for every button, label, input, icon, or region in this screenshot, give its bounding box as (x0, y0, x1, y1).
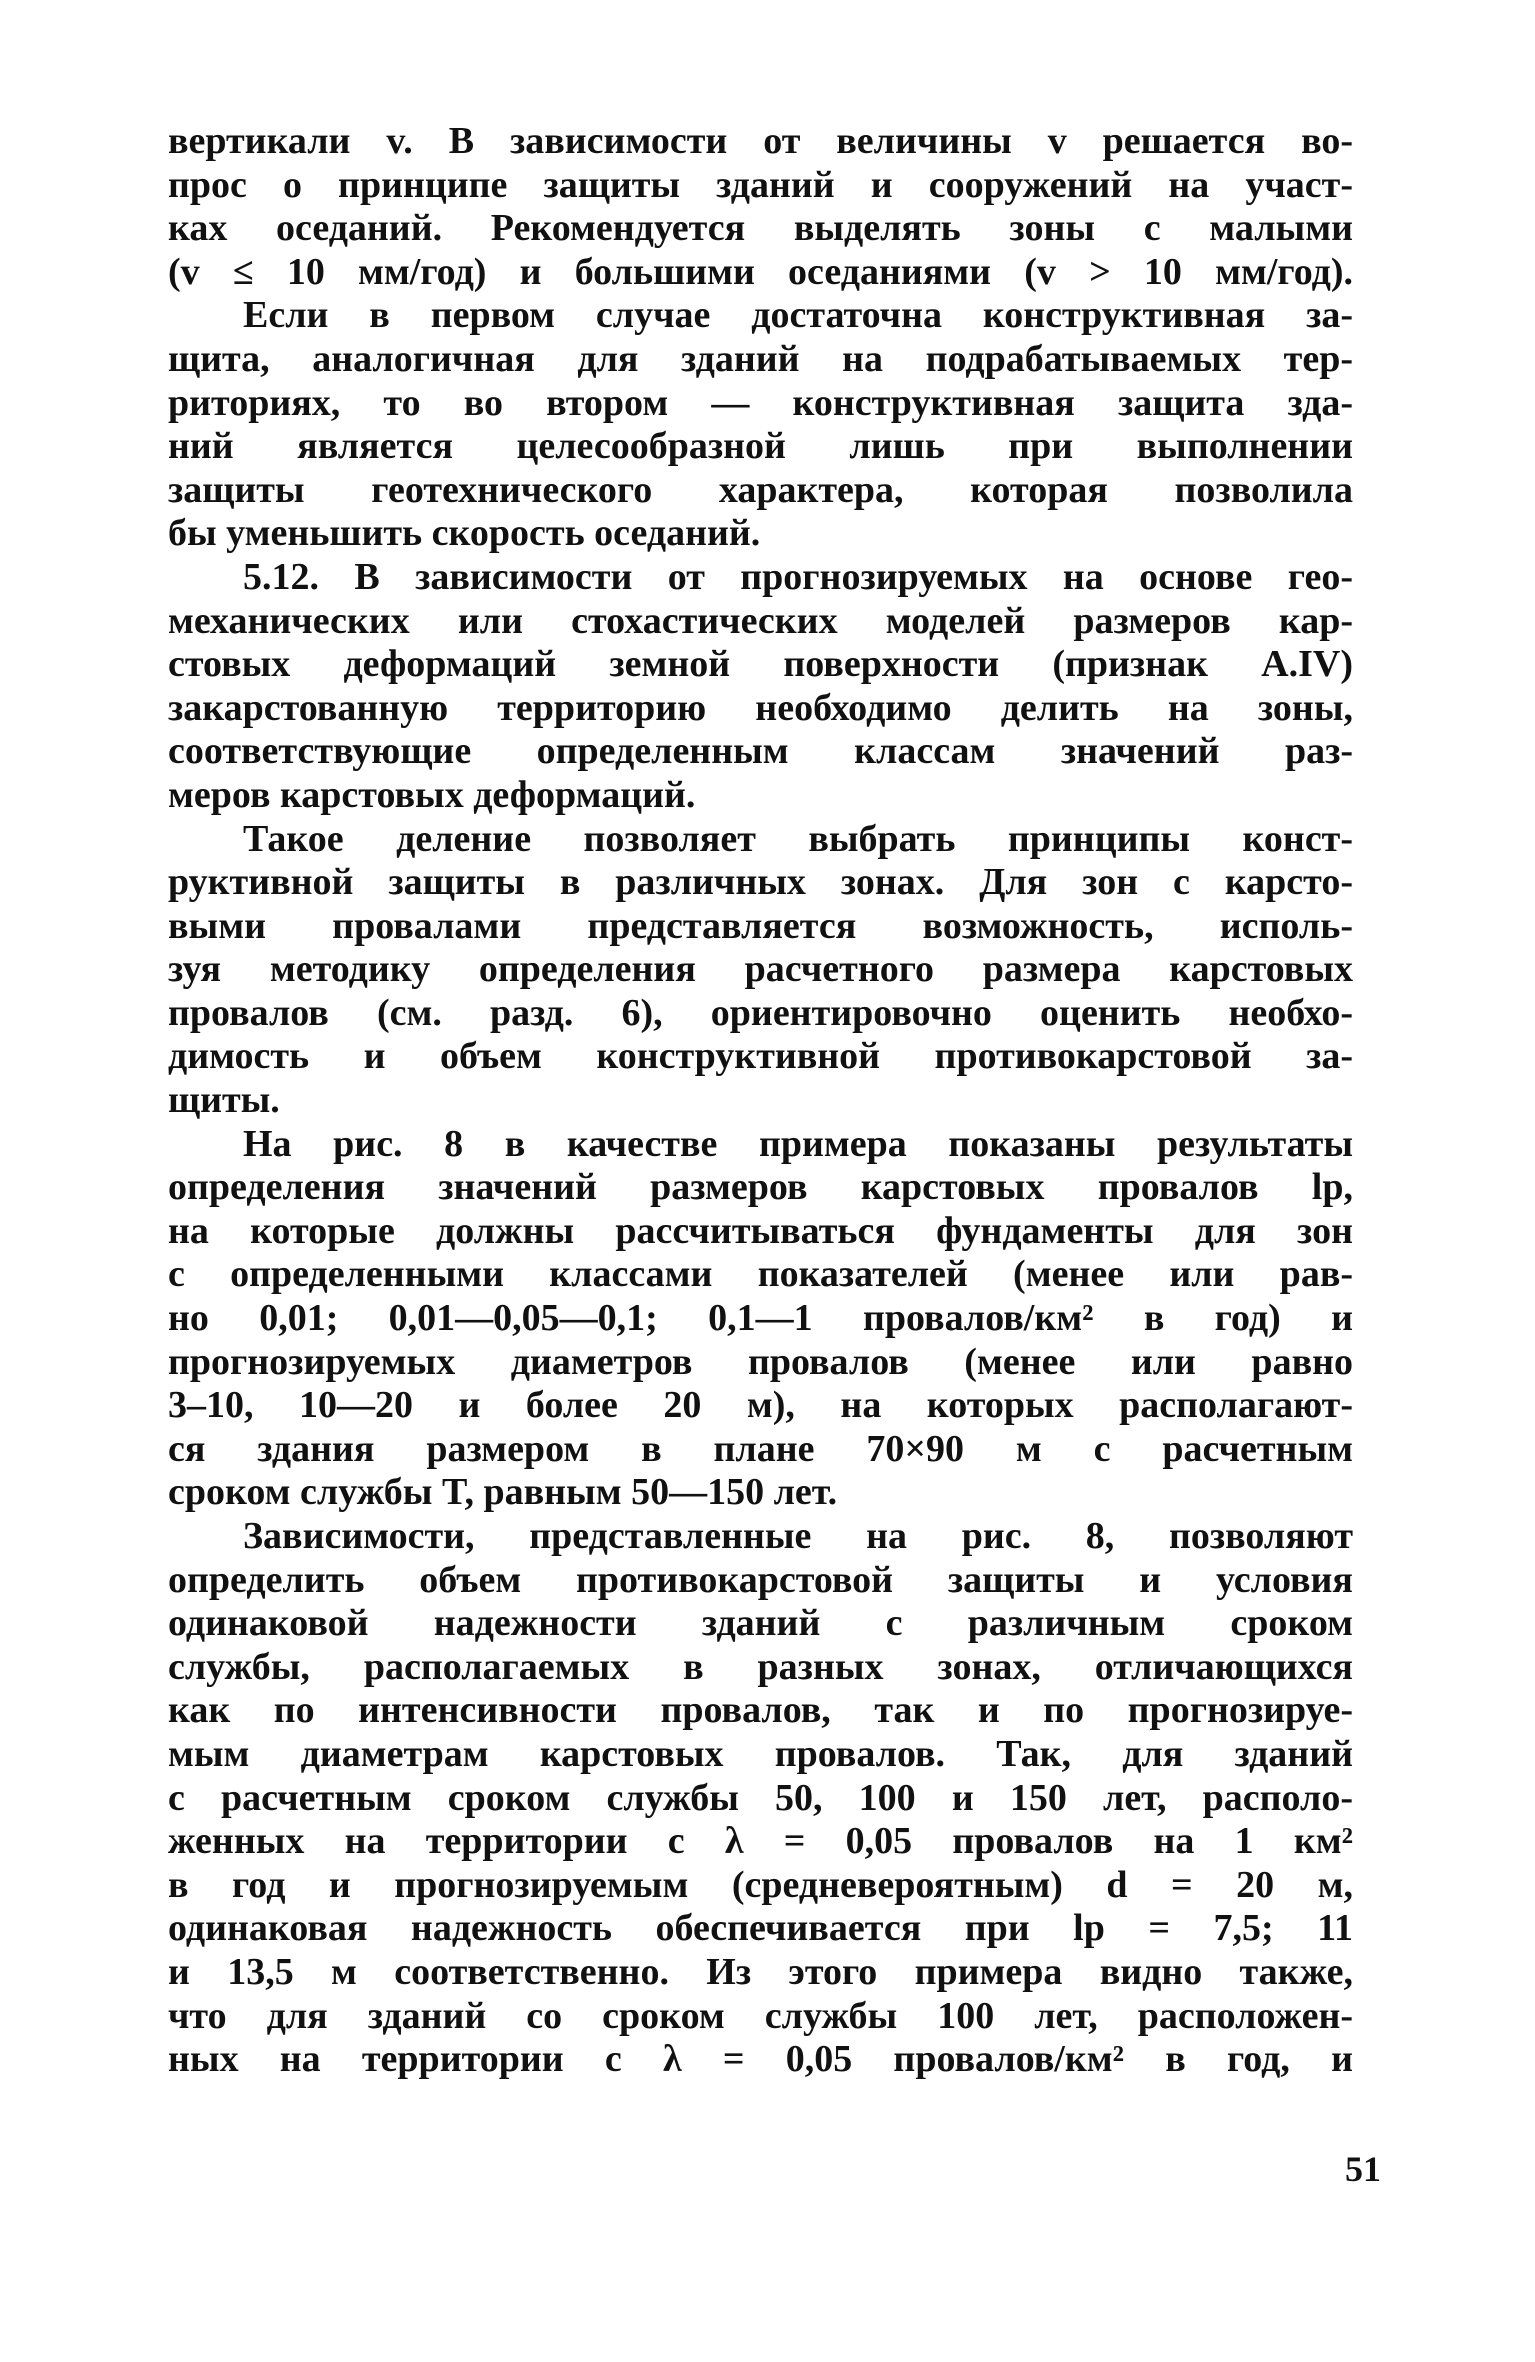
text-line: одинаковой надежности зданий с различным сроком (168, 1602, 1353, 1645)
text-line: но 0,01; 0,01—0,05—0,1; 0,1—1 провалов/км² в год) и (168, 1297, 1353, 1340)
text-line: 5.12. В зависимости от прогнозируемых на основе гео- (243, 555, 1353, 598)
text-line: прогнозируемых диаметров провалов (менее или равно (168, 1340, 1353, 1383)
text-line: ных на территории с λ = 0,05 провалов/км² в год, и (168, 2038, 1353, 2081)
text-line: сроком службы T, равным 50—150 лет. (168, 1471, 838, 1514)
text-line: в год и прогнозируемым (средневероятным) d = 20 м, (168, 1863, 1353, 1906)
text-line: щита, аналогичная для зданий на подрабатываемых тер- (168, 337, 1353, 380)
text-line: защиты геотехнического характера, которая позволила (168, 468, 1353, 511)
text-line: щиты. (168, 1079, 280, 1122)
text-line: что для зданий со сроком службы 100 лет, расположен- (168, 1994, 1353, 2037)
text-line: Если в первом случае достаточна конструктивная за- (243, 294, 1353, 337)
page-number: 51 (1345, 2149, 1381, 2189)
text-line: димость и объем конструктивной противокарстовой за- (168, 1035, 1353, 1078)
text-line: Зависимости, представленные на рис. 8, позволяют (243, 1515, 1353, 1557)
text-line: Такое деление позволяет выбрать принципы конст- (243, 817, 1353, 860)
text-line: определения значений размеров карстовых провалов lp, (168, 1166, 1353, 1209)
text-line: ках оседаний. Рекомендуется выделять зоны с малыми (168, 207, 1353, 250)
text-line: и 13,5 м соответственно. Из этого примера видно также, (168, 1950, 1353, 1993)
text-line: женных на территории с λ = 0,05 провалов на 1 км² (168, 1820, 1353, 1863)
text-line: ся здания размером в плане 70×90 м с расчетным (168, 1427, 1353, 1470)
text-line: соответствующие определенным классам значений раз- (168, 730, 1353, 773)
text-line: (v ≤ 10 мм/год) и большими оседаниями (v > 10 мм/год). (168, 250, 1353, 293)
text-line: с определенными классами показателей (менее или рав- (168, 1253, 1353, 1296)
text-line: стовых деформаций земной поверхности (признак А.IV) (168, 643, 1353, 686)
text-line: меров карстовых деформаций. (168, 773, 696, 816)
text-line: бы уменьшить скорость оседаний. (168, 512, 761, 555)
text-line: службы, располагаемых в разных зонах, отличающихся (168, 1645, 1353, 1688)
text-line: как по интенсивности провалов, так и по прогнозируе- (168, 1689, 1353, 1732)
text-line: закарстованную территорию необходимо делить на зоны, (168, 686, 1353, 729)
text-line: прос о принципе защиты зданий и сооружений на участ- (168, 163, 1353, 206)
text-line: вертикали v. В зависимости от величины v решается во- (168, 120, 1353, 162)
text-line: зуя методику определения расчетного размера карстовых (168, 948, 1353, 991)
text-line: выми провалами представляется возможность, исполь- (168, 904, 1353, 947)
text-line: с расчетным сроком службы 50, 100 и 150 лет, располо- (168, 1776, 1353, 1819)
text-line: механических или стохастических моделей размеров кар- (168, 599, 1353, 642)
text-line: на которые должны рассчитываться фундаменты для зон (168, 1209, 1353, 1252)
text-line: риториях, то во втором — конструктивная защита зда- (168, 381, 1353, 424)
text-line: 3–10, 10—20 и более 20 м), на которых располагают- (168, 1384, 1353, 1427)
text-line: На рис. 8 в качестве примера показаны результаты (243, 1122, 1353, 1165)
text-line: ний является целесообразной лишь при выполнении (168, 425, 1353, 468)
text-line: одинаковая надежность обеспечивается при lp = 7,5; 11 (168, 1907, 1353, 1950)
text-line: провалов (см. разд. 6), ориентировочно оценить необхо- (168, 991, 1353, 1034)
text-line: определить объем противокарстовой защиты и условия (168, 1558, 1353, 1601)
body-text (168, 120, 1353, 2082)
text-line: руктивной защиты в различных зонах. Для зон с карсто- (168, 861, 1353, 904)
text-line: мым диаметрам карстовых провалов. Так, для зданий (168, 1732, 1353, 1775)
